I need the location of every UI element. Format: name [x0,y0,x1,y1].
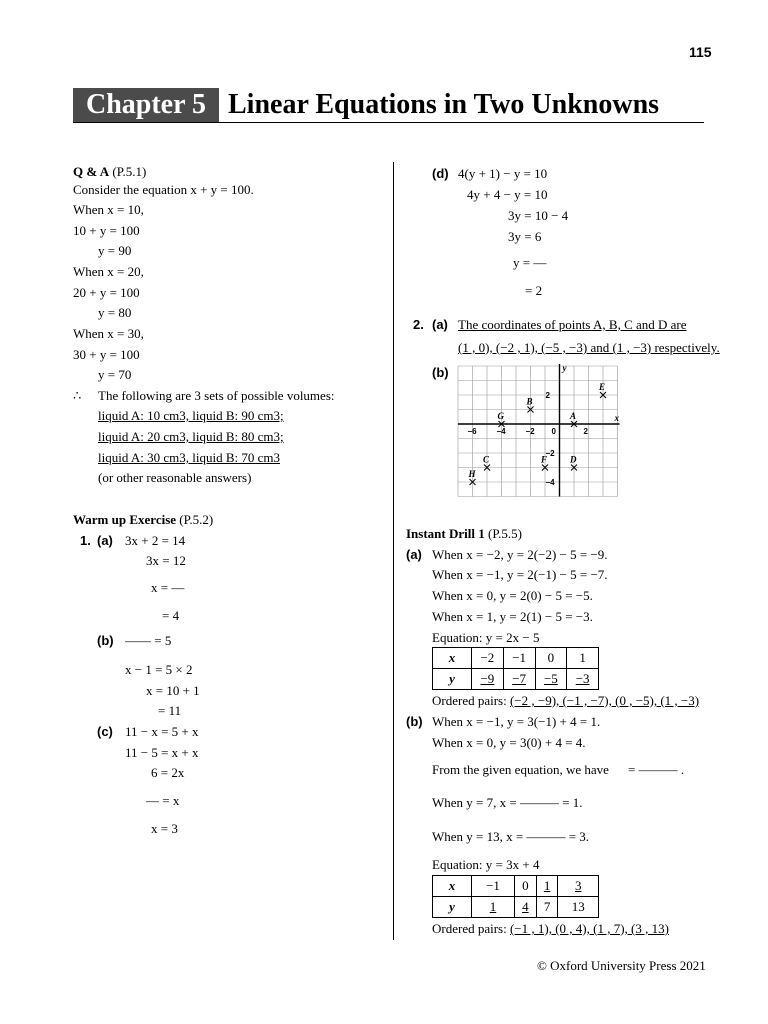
part-a-label: (a) [97,533,113,548]
drill-heading-line [406,527,522,541]
qa-note: (or other reasonable answers) [98,470,252,485]
qa-answer: liquid A: 20 cm3, liquid B: 80 cm3; [98,429,284,444]
table-cell: 3 [558,876,599,897]
ordered-pairs-value: (−1 , 1), (0 , 4), (1 , 7), (3 , 13) [509,921,669,936]
x-tick-label: −2 [525,427,535,436]
qa-line: 20 + y = 100 [73,285,140,300]
drill-line: When x = 0, y = 3(0) + 4 = 4. [432,735,586,750]
table-cell: 4 [514,897,536,918]
equation-line: 11 − 5 = x + x [125,745,199,760]
table-cell: 1 [567,648,599,669]
equation-answer: = 2 [525,283,543,298]
value-table-a [432,647,599,690]
therefore-symbol: ∴ [73,388,82,403]
table-cell: 0 [514,876,536,897]
equation-line: 11 − x = 5 + x [125,724,199,739]
drill-line: When x = 0, y = 2(0) − 5 = −5. [432,588,593,603]
q2a-label: (a) [432,317,448,332]
point-label-f: F [541,454,548,465]
equation-line: 4(y + 1) − y = 10 [458,166,548,181]
q2a-text: The coordinates of points A, B, C and D are [458,317,687,332]
table-header: x [433,876,472,897]
qa-line: When x = 30, [73,326,144,341]
table-cell: −9 [472,669,504,690]
drill-line: When x = 1, y = 2(1) − 5 = −3. [432,609,593,624]
table-cell: −3 [567,669,599,690]
drill-a-label: (a) [406,547,422,562]
equation-line: — = x [146,793,180,808]
table-row [433,669,599,690]
footer-copyright: © Oxford University Press 2021 [537,958,706,973]
point-label-h: H [468,469,476,479]
equation-answer: = 4 [162,608,180,623]
equation-line: 3y = 10 − 4 [508,208,569,223]
coordinate-graph [452,362,628,506]
y-tick-label: −2 [545,449,555,458]
equation-line: —— = 5 [125,633,172,648]
qa-heading: Q & A [73,164,110,179]
qa-line: Consider the equation x + y = 100. [73,182,254,197]
drill-equation: Equation: y = 2x − 5 [432,630,540,645]
ordered-pairs-label: Ordered pairs: [432,693,507,708]
drill-line: When y = 7, x = ——— = 1. [432,795,583,810]
point-label-g: G [497,411,504,421]
equation-line: x − 1 = 5 × 2 [125,662,193,677]
table-row [433,876,599,897]
equation-answer: x = 3 [151,821,178,836]
drill-line: When x = −2, y = 2(−2) − 5 = −9. [432,547,608,562]
equation-line: 6 = 2x [151,765,185,780]
chapter-title: Linear Equations in Two Unknowns [228,89,660,120]
table-cell: −2 [472,648,504,669]
q1-label: 1. [80,533,91,548]
equation-line: y = — [513,255,547,270]
qa-line: 10 + y = 100 [73,223,140,238]
column-divider [393,162,394,940]
drill-line: When x = −1, y = 3(−1) + 4 = 1. [432,714,601,729]
table-row [433,897,599,918]
point-label-d: D [570,454,577,465]
qa-answer: liquid A: 10 cm3, liquid B: 90 cm3; [98,408,284,423]
point-label-e: E [599,382,606,392]
point-label-b: B [526,396,533,407]
table-row [433,648,599,669]
table-cell: 0 [535,648,567,669]
drill-line: When x = −1, y = 2(−1) − 5 = −7. [432,567,608,582]
drill-line: From the given equation, we have [432,762,609,777]
qa-ref: (P.5.1) [112,164,147,179]
qa-heading-line [73,165,146,179]
ordered-pairs-label: Ordered pairs: [432,921,507,936]
value-table-b [432,875,599,918]
ordered-pairs-a [432,694,699,708]
y-tick-label: −4 [545,478,555,487]
title-rule [73,122,704,123]
qa-answer: liquid A: 30 cm3, liquid B: 70 cm3 [98,450,280,465]
q2b-label: (b) [432,365,449,380]
warmup-heading: Warm up Exercise [73,512,177,527]
equation-line: x = — [151,580,185,595]
equation-answer: = 11 [158,703,182,718]
drill-line: = ——— . [628,762,685,777]
chapter-label: Chapter 5 [73,88,219,122]
table-header: x [433,648,472,669]
x-tick-label: 2 [583,427,588,436]
x-tick-label: −6 [467,427,477,436]
equation-line: 3x = 12 [146,553,186,568]
qa-line: 30 + y = 100 [73,347,140,362]
qa-line: y = 90 [98,243,132,258]
drill-equation: Equation: y = 3x + 4 [432,857,540,872]
drill-line: When y = 13, x = ——— = 3. [432,829,590,844]
table-cell: −1 [472,876,515,897]
origin-label: 0 [551,427,556,436]
q2-label: 2. [413,317,424,332]
page-number: 115 [689,44,712,60]
table-cell: −7 [503,669,535,690]
table-cell: 1 [536,876,558,897]
warmup-heading-line [73,513,213,527]
qa-line: When x = 20, [73,264,144,279]
drill-ref: (P.5.5) [487,526,522,541]
table-header: y [433,897,472,918]
point-label-c: C [483,454,490,465]
equation-line: 4y + 4 − y = 10 [467,187,548,202]
drill-heading: Instant Drill 1 [406,526,485,541]
qa-conclusion: The following are 3 sets of possible volumes: [98,388,335,403]
table-header: y [433,669,472,690]
y-tick-label: 2 [545,391,550,400]
table-cell: 1 [472,897,515,918]
part-c-label: (c) [97,724,113,739]
table-cell: −1 [503,648,535,669]
part-d-label: (d) [432,166,449,181]
y-axis-label: y [562,363,567,373]
warmup-ref: (P.5.2) [179,512,214,527]
table-cell: 7 [536,897,558,918]
point-label-a: A [570,411,577,421]
drill-b-label: (b) [406,714,423,729]
ordered-pairs-b [432,922,669,936]
ordered-pairs-value: (−2 , −9), (−1 , −7), (0 , −5), (1 , −3) [509,693,700,708]
table-cell: 13 [558,897,599,918]
q2a-text: (1 , 0), (−2 , 1), (−5 , −3) and (1 , −3) respectively. [458,340,720,355]
part-b-label: (b) [97,633,114,648]
x-axis-label: x [614,413,619,423]
equation-line: 3x + 2 = 14 [125,533,186,548]
qa-line: y = 80 [98,305,132,320]
equation-line: 3y = 6 [508,229,542,244]
equation-line: x = 10 + 1 [146,683,200,698]
x-tick-label: −4 [496,427,506,436]
qa-line: When x = 10, [73,202,144,217]
table-cell: −5 [535,669,567,690]
qa-line: y = 70 [98,367,132,382]
